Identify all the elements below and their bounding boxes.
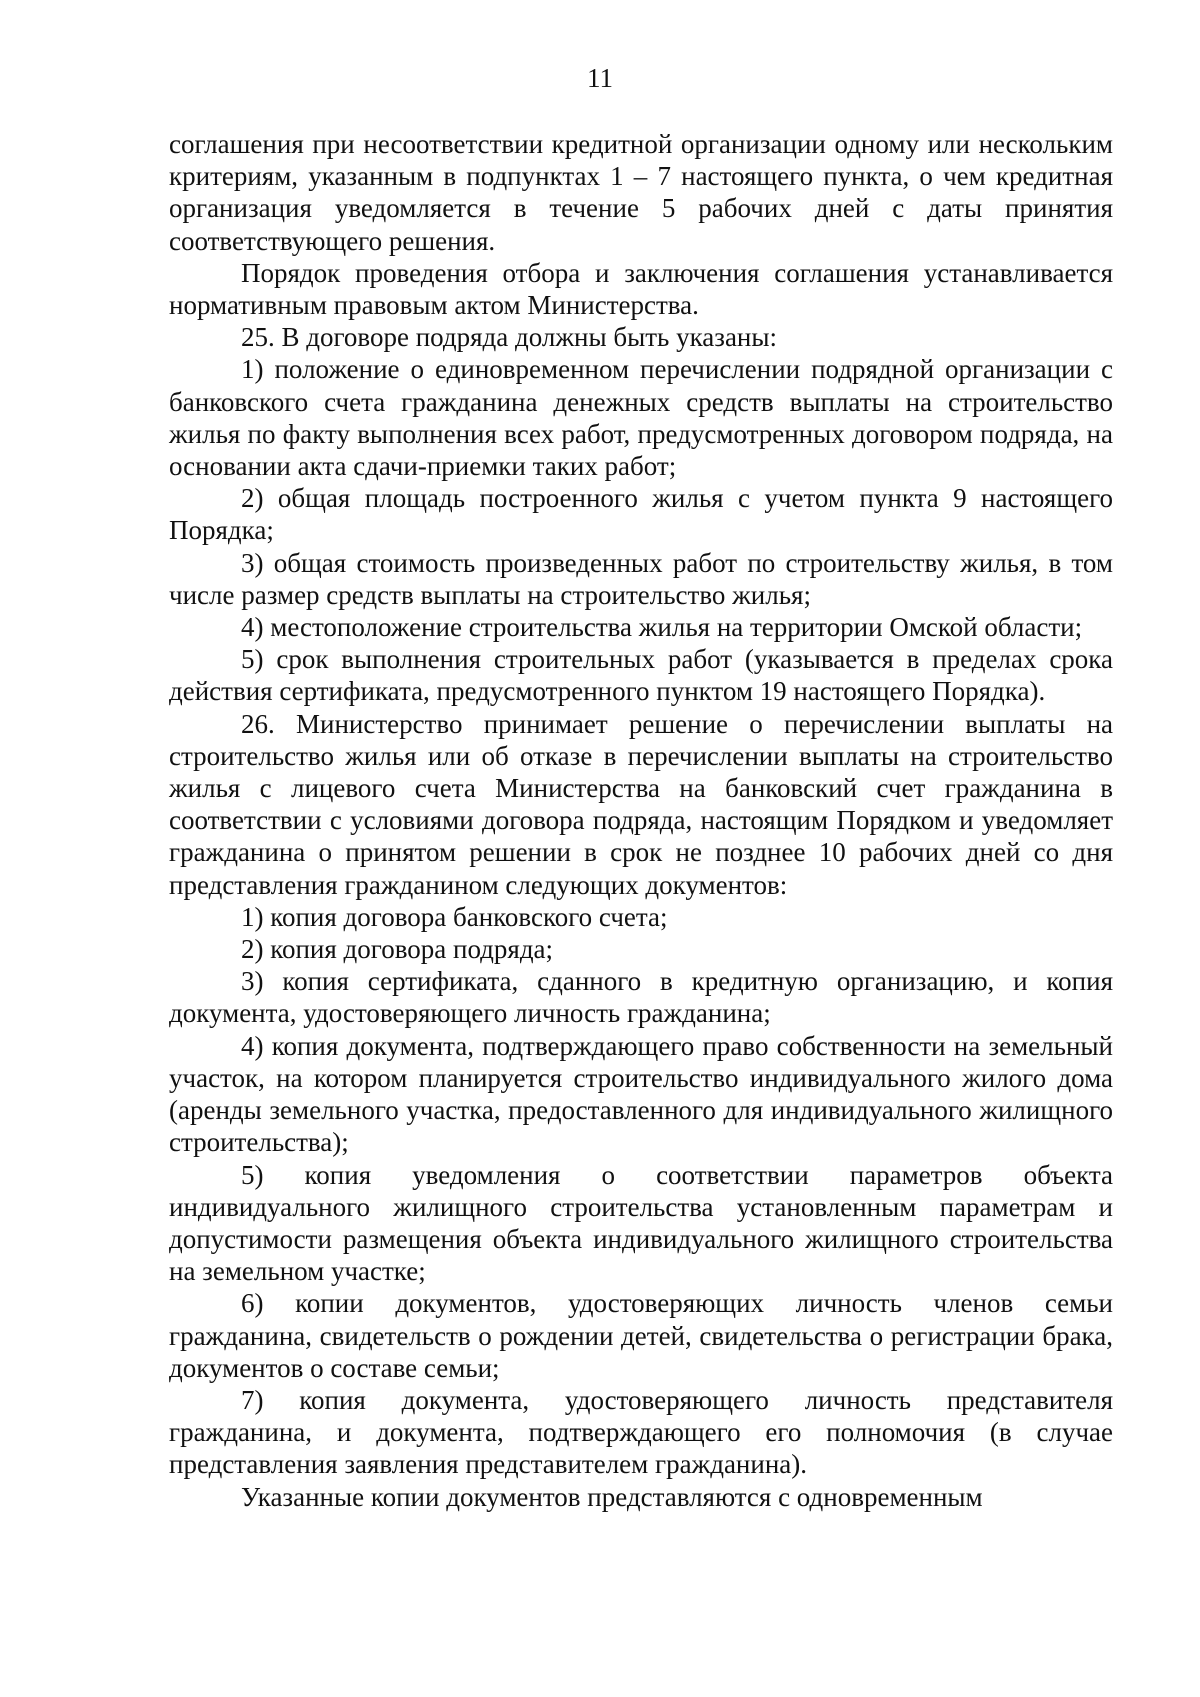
paragraph-item-25-4: 4) местоположение строительства жилья на территории Омской области; <box>241 612 1083 643</box>
paragraph-item-25-1: 1) положение о единовременном перечислении подрядной организации с банковского счета гражданина денежных средств выплаты на строительство жилья по факту выполнения всех работ, предусмотренных договором подряда, на основании акта сдачи-приемки таких работ; <box>169 354 1113 482</box>
paragraph-item-25-heading: 25. В договоре подряда должны быть указаны: <box>241 322 778 353</box>
paragraph-item-25-5: 5) срок выполнения строительных работ (указывается в пределах срока действия сертификата, предусмотренного пунктом 19 настоящего Порядка). <box>169 644 1113 707</box>
paragraph-item-26-2: 2) копия договора подряда; <box>241 934 554 965</box>
page-number: 11 <box>587 63 613 93</box>
paragraph-item-25-3: 3) общая стоимость произведенных работ по строительству жилья, в том числе размер средств выплаты на строительство жилья; <box>169 547 1113 610</box>
paragraph-item-25-2: 2) общая площадь построенного жилья с учетом пункта 9 настоящего Порядка; <box>169 483 1113 546</box>
paragraph-selection-procedure: Порядок проведения отбора и заключения соглашения устанавливается нормативным правовым актом Министерства. <box>169 257 1113 321</box>
paragraph-item-26-3: 3) копия сертификата, сданного в кредитную организацию, и копия документа, удостоверяющего личность гражданина; <box>169 966 1113 1029</box>
document-body <box>169 128 1113 1513</box>
paragraph-item-26-7: 7) копия документа, удостоверяющего личность представителя гражданина, и документа, подтверждающего его полномочия (в случае представления заявления представителем гражданина). <box>169 1384 1113 1480</box>
paragraph-item-26-heading: 26. Министерство принимает решение о перечислении выплаты на строительство жилья или об отказе в перечислении выплаты на строительство жилья с лицевого счета Министерства на банковский счет гражданина в соответствии с условиями договора подряда, настоящим Порядком и уведомляет гражданина о принятом решении в срок не позднее 10 рабочих дней со дня представления гражданином следующих документов: <box>169 708 1113 900</box>
paragraph-item-26-4: 4) копия документа, подтверждающего право собственности на земельный участок, на котором планируется строительство индивидуального жилого дома (аренды земельного участка, предоставленного для индивидуального жилищного строительства); <box>169 1030 1113 1158</box>
paragraph-continuation: соглашения при несоответствии кредитной организации одному или нескольким критериям, указанным в подпунктах 1 – 7 настоящего пункта, о чем кредитная организация уведомляется в течение 5 рабочих дней с даты принятия соответствующего решения. <box>169 129 1113 256</box>
paragraph-item-26-5: 5) копия уведомления о соответствии параметров объекта индивидуального жилищного строительства установленным параметрам и допустимости размещения объекта индивидуального жилищного строительства на земельном участке; <box>169 1159 1113 1287</box>
paragraph-copies-note: Указанные копии документов представляются с одновременным <box>241 1481 983 1512</box>
paragraph-item-26-6: 6) копии документов, удостоверяющих личность членов семьи гражданина, свидетельств о рождении детей, свидетельства о регистрации брака, документов о составе семьи; <box>169 1288 1113 1383</box>
paragraph-item-26-1: 1) копия договора банковского счета; <box>241 901 668 932</box>
